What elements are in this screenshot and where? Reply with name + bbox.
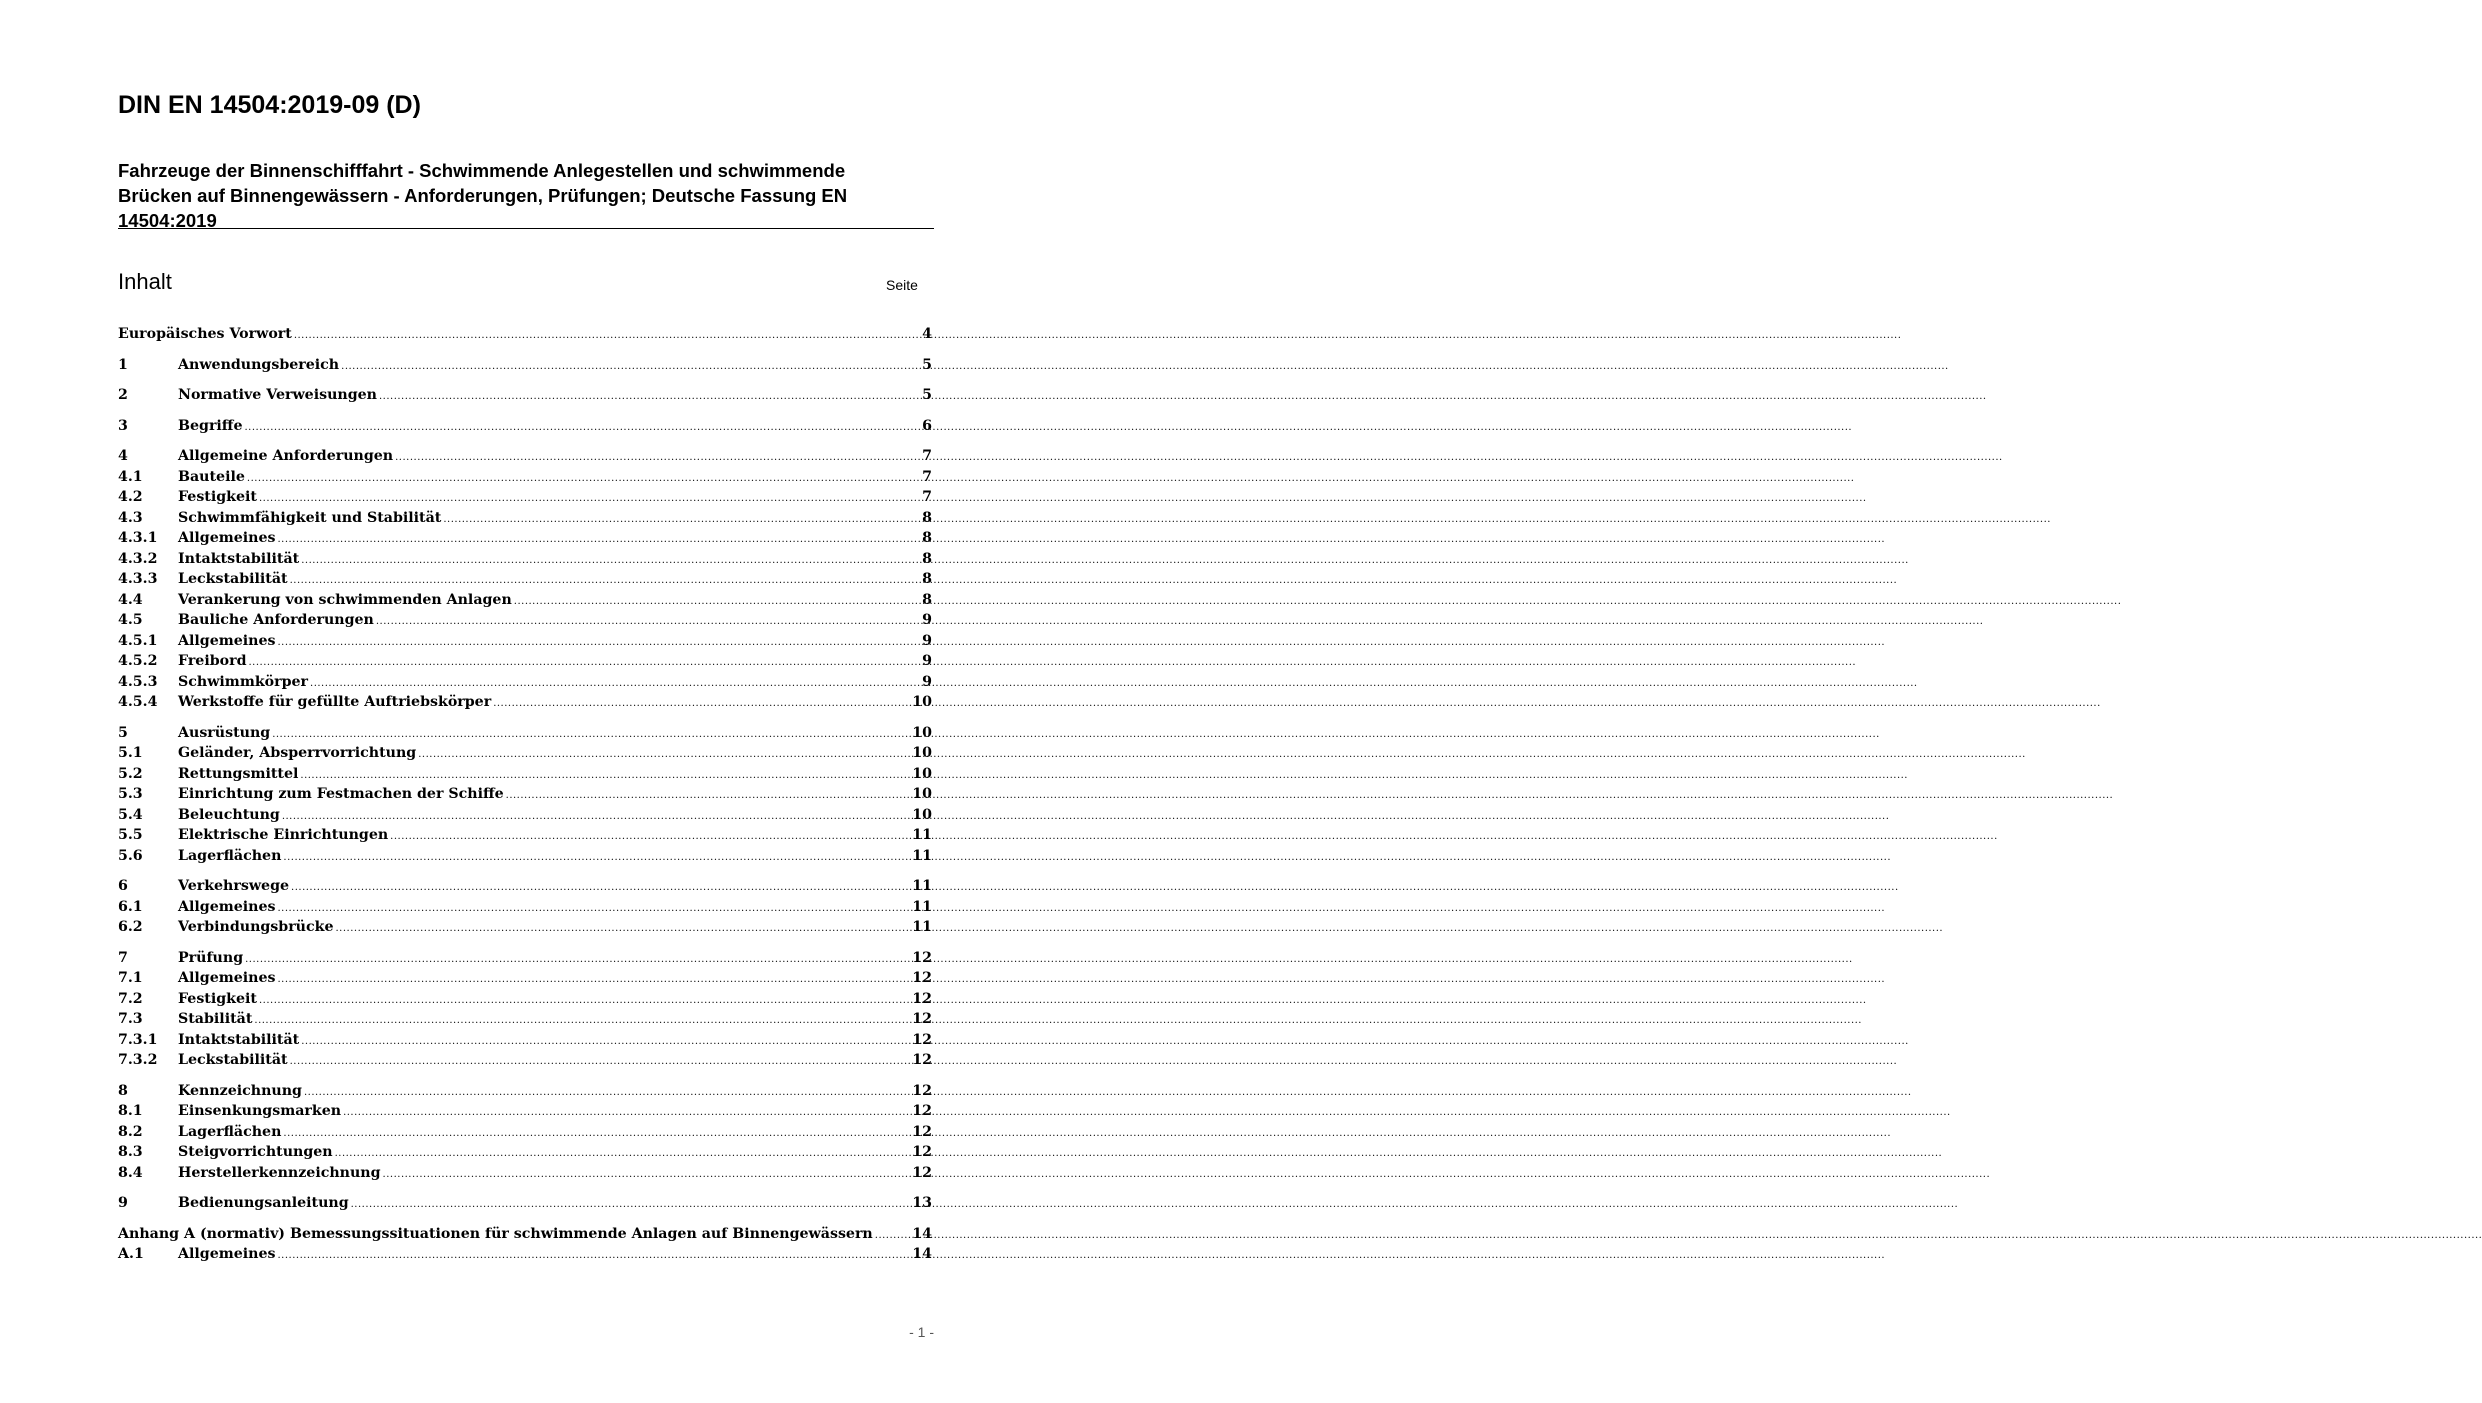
toc-entry-number: 5.2	[118, 765, 143, 782]
toc-entry-number: 6.2	[118, 919, 143, 935]
toc-entry-title: Elektrische Einrichtungen	[178, 827, 389, 843]
toc-entry[interactable]	[118, 846, 932, 867]
toc-entry-page: 8	[922, 591, 932, 608]
toc-entry[interactable]	[118, 528, 932, 549]
toc-entry-title: Europäisches Vorwort	[118, 326, 292, 342]
toc-entry-title: Allgemeines	[178, 898, 276, 915]
toc-entry[interactable]	[118, 1142, 932, 1163]
toc-dot-leader	[290, 1052, 913, 1073]
toc-entry-number: 1	[118, 356, 128, 373]
toc-entry[interactable]	[118, 723, 932, 744]
toc-entry[interactable]	[118, 610, 932, 631]
toc-entry-page: 7	[922, 468, 932, 485]
toc-entry-page: 12	[912, 1082, 932, 1099]
toc-entry[interactable]	[118, 1081, 932, 1102]
toc-entry-page: 12	[912, 990, 932, 1007]
toc-dot-leader	[300, 766, 912, 787]
toc-entry-page: 8	[922, 509, 932, 526]
toc-entry-title: Werkstoffe für gefüllte Auftriebskörper	[178, 694, 492, 710]
toc-dot-leader	[247, 469, 922, 490]
toc-dot-leader	[395, 448, 922, 469]
toc-entry-page: 13	[912, 1195, 932, 1211]
toc-entry-title: Festigkeit	[178, 489, 257, 505]
toc-entry-title: Verkehrswege	[178, 878, 290, 894]
toc-dot-leader	[343, 1103, 912, 1124]
toc-entry-number: 5.6	[118, 847, 143, 864]
toc-entry-title: Intaktstabilität	[178, 1031, 300, 1048]
toc-dot-leader	[418, 745, 912, 766]
toc-dot-leader	[376, 612, 922, 633]
toc-entry-number: 9	[118, 1195, 128, 1211]
toc-entry-number: 2	[118, 387, 128, 403]
toc-entry-title: Lagerflächen	[178, 1123, 282, 1140]
title-divider	[118, 228, 934, 229]
toc-entry-page: 12	[912, 1164, 932, 1181]
toc-dot-leader	[379, 387, 922, 408]
toc-dot-leader	[875, 1226, 912, 1247]
contents-heading: Inhalt	[118, 269, 172, 294]
toc-entry-page: 12	[912, 1011, 932, 1027]
toc-entry-page: 6	[922, 417, 932, 434]
toc-dot-leader	[443, 510, 922, 531]
toc-entry-number: 4.3.2	[118, 550, 158, 567]
toc-entry-number: 4.2	[118, 489, 143, 505]
toc-dot-leader	[278, 530, 923, 551]
toc-entry-number: 4	[118, 448, 128, 464]
toc-entry-title: Lagerflächen	[178, 847, 282, 864]
toc-entry-page: 8	[922, 530, 932, 546]
toc-entry[interactable]	[118, 355, 932, 376]
toc-dot-leader	[301, 1032, 912, 1053]
toc-entry-title: Rettungsmittel	[178, 765, 299, 782]
toc-entry-title: Leckstabilität	[178, 571, 288, 587]
toc-entry[interactable]	[118, 549, 932, 570]
toc-entry-number: 5.3	[118, 786, 143, 802]
toc-entry-page: 9	[922, 632, 932, 649]
toc-entry[interactable]	[118, 1009, 932, 1030]
toc-entry-title: Allgemeine Anforderungen	[178, 448, 394, 464]
toc-entry-number: 8.3	[118, 1144, 143, 1160]
toc-dot-leader	[294, 326, 922, 347]
toc-dot-leader	[310, 674, 922, 695]
toc-dot-leader	[351, 1195, 913, 1216]
toc-entry-page: 5	[922, 387, 932, 403]
toc-entry-number: 4.5.4	[118, 694, 158, 710]
toc-dot-leader	[278, 633, 923, 654]
toc-entry-number: 8	[118, 1082, 128, 1099]
toc-entry-title: Allgemeines	[178, 1246, 276, 1262]
toc-entry[interactable]	[118, 743, 932, 764]
toc-entry[interactable]	[118, 1163, 932, 1184]
toc-entry-page: 8	[922, 550, 932, 567]
toc-entry-page: 10	[912, 724, 932, 741]
toc-entry-number: 7.2	[118, 990, 143, 1007]
toc-entry-title: Prüfung	[178, 949, 244, 966]
toc-dot-leader	[272, 725, 912, 746]
toc-entry-number: 6	[118, 878, 128, 894]
toc-entry[interactable]	[118, 805, 932, 826]
toc-entry-title: Steigvorrichtungen	[178, 1144, 333, 1160]
toc-dot-leader	[506, 786, 913, 807]
toc-entry-page: 9	[922, 673, 932, 690]
toc-entry[interactable]	[118, 672, 932, 693]
toc-dot-leader	[278, 1246, 913, 1267]
toc-entry[interactable]	[118, 1030, 932, 1051]
toc-entry[interactable]	[118, 446, 932, 467]
toc-entry-page: 10	[912, 694, 932, 710]
toc-entry[interactable]	[118, 1224, 932, 1245]
toc-entry-title: Allgemeines	[178, 530, 276, 546]
toc-entry[interactable]	[118, 1193, 932, 1214]
toc-entry-title: Einrichtung zum Festmachen der Schiffe	[178, 786, 504, 802]
toc-entry-page: 11	[912, 827, 932, 843]
toc-entry-page: 11	[912, 847, 932, 864]
toc-entry-page: 11	[912, 919, 932, 935]
toc-entry-page: 12	[912, 1031, 932, 1048]
toc-entry-number: 7.3.1	[118, 1031, 158, 1048]
toc-entry[interactable]	[118, 651, 932, 672]
toc-entry[interactable]	[118, 692, 932, 713]
toc-dot-leader	[301, 551, 922, 572]
toc-entry-title: Begriffe	[178, 417, 243, 434]
toc-entry-title: Bedienungsanleitung	[178, 1195, 349, 1211]
toc-entry-title: Leckstabilität	[178, 1052, 288, 1068]
toc-entry-page: 11	[912, 878, 932, 894]
toc-entry[interactable]	[118, 508, 932, 529]
toc-entry-number: 7.3.2	[118, 1052, 158, 1068]
toc-dot-leader	[259, 489, 922, 510]
toc-entry-number: 4.5.2	[118, 653, 158, 669]
toc-dot-leader	[245, 950, 912, 971]
toc-entry-number: 4.1	[118, 468, 143, 485]
toc-entry-page: 5	[922, 356, 932, 373]
toc-dot-leader	[514, 592, 922, 613]
toc-entry-title: Geländer, Absperrvorrichtung	[178, 745, 417, 761]
toc-entry[interactable]	[118, 1244, 932, 1265]
toc-entry-page: 12	[912, 1103, 932, 1119]
toc-entry-page: 12	[912, 970, 932, 986]
toc-entry-page: 7	[922, 489, 932, 505]
toc-entry-title: Anwendungsbereich	[178, 356, 340, 373]
toc-entry-page: 9	[922, 612, 932, 628]
toc-entry-number: 5.4	[118, 806, 143, 823]
toc-dot-leader	[278, 899, 913, 920]
toc-entry-title: Bauteile	[178, 468, 245, 485]
toc-dot-leader	[493, 694, 912, 715]
toc-entry[interactable]	[118, 876, 932, 897]
document-title: DIN EN 14504:2019-09 (D)	[118, 91, 421, 119]
toc-entry-title: Verankerung von schwimmenden Anlagen	[178, 591, 512, 608]
toc-entry-page: 14	[912, 1246, 932, 1262]
toc-entry[interactable]	[118, 631, 932, 652]
toc-entry-page: 10	[912, 786, 932, 802]
toc-entry-page: 12	[912, 1123, 932, 1140]
toc-entry-title: Ausrüstung	[178, 724, 271, 741]
toc-entry[interactable]	[118, 917, 932, 938]
toc-entry-number: 8.1	[118, 1103, 143, 1119]
document-subtitle: Fahrzeuge der Binnenschifffahrt - Schwimmende Anlegestellen und schwimmende Brücken auf Binnengewässern - Anforderungen, Prüfungen; Deutsche Fassung EN 14504:2019	[118, 160, 848, 231]
toc-dot-leader	[259, 991, 912, 1012]
toc-entry-title: Verbindungsbrücke	[178, 919, 334, 935]
toc-entry-page: 10	[912, 765, 932, 782]
toc-entry-page: 11	[912, 898, 932, 915]
toc-entry-title: Einsenkungsmarken	[178, 1103, 342, 1119]
toc-entry-number: 7	[118, 949, 128, 966]
toc-entry-number: 6.1	[118, 898, 143, 915]
toc-entry-number: 4.5	[118, 612, 143, 628]
toc-entry-number: 4.3	[118, 509, 143, 526]
toc-entry[interactable]	[118, 1122, 932, 1143]
toc-entry-number: 7.3	[118, 1011, 143, 1027]
toc-dot-leader	[283, 848, 912, 869]
toc-entry-page: 14	[912, 1225, 932, 1242]
toc-entry-title: Schwimmkörper	[178, 673, 309, 690]
toc-entry-number: 4.3.3	[118, 571, 158, 587]
toc-dot-leader	[291, 878, 912, 899]
toc-entry-title: Intaktstabilität	[178, 550, 300, 567]
toc-entry[interactable]	[118, 569, 932, 590]
toc-entry[interactable]	[118, 897, 932, 918]
toc-entry-title: Festigkeit	[178, 990, 257, 1007]
toc-entry-number: 5.5	[118, 827, 143, 843]
toc-entry-page: 10	[912, 806, 932, 823]
toc-dot-leader	[336, 919, 913, 940]
toc-entry-page: 7	[922, 448, 932, 464]
toc-entry-number: 4.3.1	[118, 530, 158, 546]
toc-dot-leader	[278, 970, 913, 991]
page-number-footer: - 1 -	[909, 1324, 934, 1340]
toc-dot-leader	[282, 807, 912, 828]
toc-dot-leader	[390, 827, 912, 848]
toc-entry-title: Kennzeichnung	[178, 1082, 302, 1099]
toc-dot-leader	[244, 418, 922, 439]
toc-entry[interactable]	[118, 1101, 932, 1122]
toc-entry-number: 4.5.1	[118, 632, 158, 649]
toc-entry-page: 12	[912, 949, 932, 966]
toc-entry-number: 8.2	[118, 1123, 143, 1140]
toc-entry[interactable]	[118, 1050, 932, 1071]
toc-entry-title: Schwimmfähigkeit und Stabilität	[178, 509, 442, 526]
toc-entry-title: Beleuchtung	[178, 806, 280, 823]
toc-entry-number: 8.4	[118, 1164, 143, 1181]
table-of-contents	[118, 324, 932, 1265]
toc-entry[interactable]	[118, 948, 932, 969]
toc-entry-title: Allgemeines	[178, 632, 276, 649]
toc-entry-page: 8	[922, 571, 932, 587]
toc-entry-title: Herstellerkennzeichnung	[178, 1164, 381, 1181]
toc-entry-page: 12	[912, 1052, 932, 1068]
toc-entry-title: Normative Verweisungen	[178, 387, 377, 403]
toc-entry[interactable]	[118, 989, 932, 1010]
toc-entry-title: Allgemeines	[178, 970, 276, 986]
toc-entry-page: 4	[922, 326, 932, 342]
toc-entry-title: Freibord	[178, 653, 247, 669]
toc-dot-leader	[290, 571, 923, 592]
toc-entry-number: 3	[118, 417, 128, 434]
toc-entry-page: 12	[912, 1144, 932, 1160]
toc-entry[interactable]	[118, 968, 932, 989]
toc-entry-title: Stabilität	[178, 1011, 253, 1027]
toc-entry[interactable]	[118, 825, 932, 846]
toc-entry-page: 10	[912, 745, 932, 761]
toc-dot-leader	[249, 653, 923, 674]
toc-entry-page: 9	[922, 653, 932, 669]
toc-entry-number: 4.5.3	[118, 673, 158, 690]
toc-entry[interactable]	[118, 590, 932, 611]
toc-entry[interactable]	[118, 416, 932, 437]
toc-entry-number: 4.4	[118, 591, 143, 608]
toc-entry[interactable]	[118, 784, 932, 805]
toc-entry-title: Anhang A (normativ) Bemessungssituationen für schwimmende Anlagen auf Binnengewässern	[118, 1225, 873, 1242]
toc-entry-number: A.1	[118, 1246, 144, 1262]
toc-entry[interactable]	[118, 764, 932, 785]
toc-entry-number: 7.1	[118, 970, 143, 986]
toc-dot-leader	[341, 357, 922, 378]
toc-entry-title: Bauliche Anforderungen	[178, 612, 374, 628]
toc-dot-leader	[283, 1124, 912, 1145]
toc-dot-leader	[335, 1144, 913, 1165]
toc-entry-number: 5	[118, 724, 128, 741]
toc-entry[interactable]	[118, 467, 932, 488]
toc-entry-number: 5.1	[118, 745, 143, 761]
toc-dot-leader	[383, 1165, 913, 1186]
page-column-label: Seite	[886, 277, 918, 293]
toc-dot-leader	[254, 1011, 912, 1032]
toc-entry[interactable]	[118, 324, 932, 345]
toc-entry[interactable]	[118, 487, 932, 508]
toc-dot-leader	[304, 1083, 912, 1104]
toc-entry[interactable]	[118, 385, 932, 406]
